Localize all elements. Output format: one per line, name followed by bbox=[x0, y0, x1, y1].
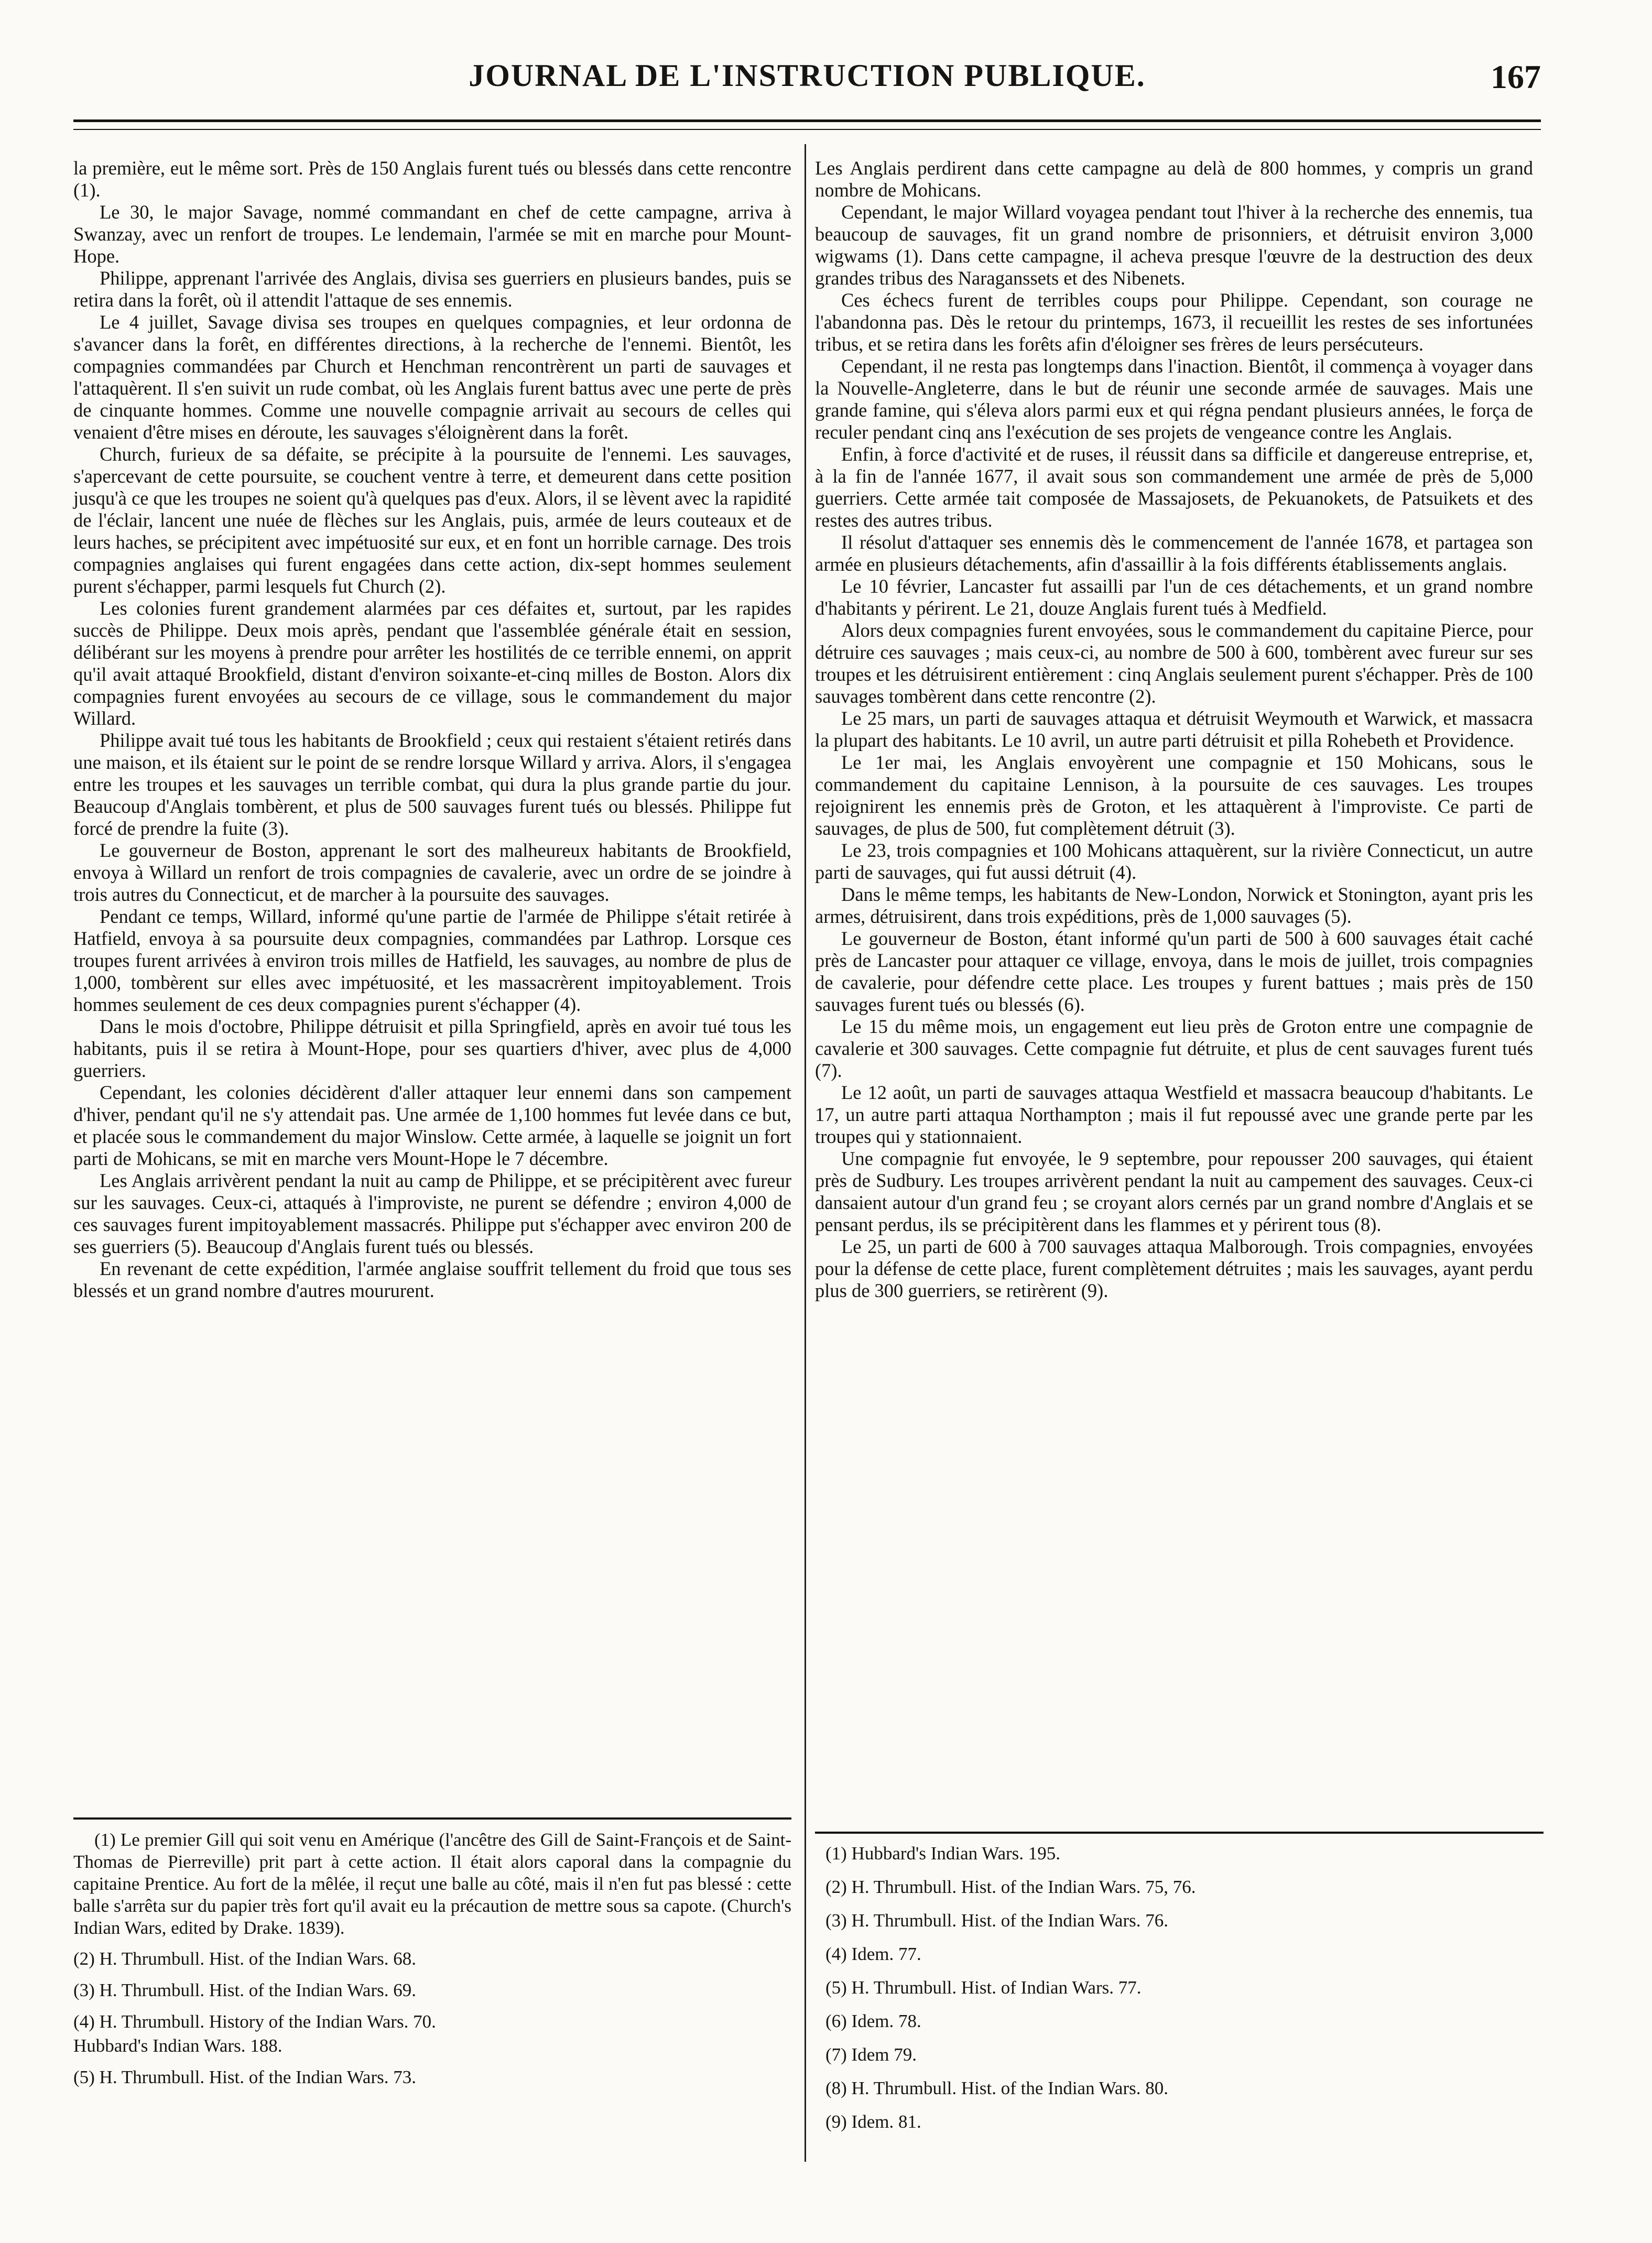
footnotes-left bbox=[73, 1829, 791, 2097]
footnote: (5) H. Thrumbull. Hist. of the Indian Wars. 73. bbox=[73, 2067, 416, 2087]
paragraph: Le gouverneur de Boston, étant informé qu'un parti de 500 à 600 sauvages était caché près de Lancaster pour attaquer ce village, envoya, dans le mois de juillet, trois compagnies de cavalerie, pour défendre cette place. Les troupes y furent battues ; mais près de 150 sauvages furent tués ou blessés (6). bbox=[815, 928, 1533, 1015]
footnote: (4) H. Thrumbull. History of the Indian Wars. 70. bbox=[73, 2011, 436, 2032]
paragraph: Le 15 du même mois, un engagement eut lieu près de Groton entre une compagnie de cavalerie et 300 sauvages. Cette compagnie fut détruite, et plus de cent sauvages furent tués (7). bbox=[815, 1016, 1533, 1081]
footnote: (3) H. Thrumbull. Hist. of the Indian Wars. 76. bbox=[825, 1910, 1168, 1931]
page-header bbox=[73, 58, 1541, 110]
footnote: (4) Idem. 77. bbox=[825, 1944, 921, 1964]
paragraph: Le 23, trois compagnies et 100 Mohicans attaquèrent, sur la rivière Connecticut, un autre parti de sauvages, qui fut aussi détruit (4). bbox=[815, 840, 1533, 883]
header-rule-thick bbox=[73, 119, 1541, 122]
paragraph: Le 25, un parti de 600 à 700 sauvages attaqua Malborough. Trois compagnies, envoyées pour la défense de cette place, furent complètement détruites ; mais les sauvages, ayant perdu plus de 300 guerriers, se retirèrent (9). bbox=[815, 1236, 1533, 1301]
footnote: (5) H. Thrumbull. Hist. of Indian Wars. 77. bbox=[825, 1977, 1142, 1998]
paragraph: Pendant ce temps, Willard, informé qu'une partie de l'armée de Philippe s'était retirée à Hatfield, envoya à sa poursuite deux compagnies, commandées par Lathrop. Lorsque ces troupes furent arrivées à environ trois milles de Hatfield, les sauvages, au nombre de plus de 1,000, tombèrent sur elles avec impétuosité, et les massacrèrent impitoyablement. Trois hommes seulement de ces deux compagnies purent s'échapper (4). bbox=[73, 906, 791, 1015]
paragraph: Le 12 août, un parti de sauvages attaqua Westfield et massacra beaucoup d'habitants. Le 17, un autre parti attaqua Northampton ; mais il fut repoussé avec une grande perte par les troupes qui y stationnaient. bbox=[815, 1082, 1533, 1147]
footnote: (1) Le premier Gill qui soit venu en Amérique (l'ancêtre des Gill de Saint-François et de Saint-Thomas de Pierreville) prit part à cette action. Il était alors caporal dans la compagnie du capitaine Prentice. Au fort de la mêlée, il reçut une balle au côté, mais il n'en fut pas blessé : cette balle s'arrêta sur du papier très fort qu'il avait eu la précaution de mettre sous sa capote. (Church's Indian Wars, edited by Drake. 1839). bbox=[73, 1830, 791, 1938]
header-rule-thin bbox=[73, 129, 1541, 130]
paragraph: Cependant, les colonies décidèrent d'aller attaquer leur ennemi dans son campement d'hiver, pendant qu'il ne s'y attendait pas. Une armée de 1,100 hommes fut levée dans ce but, et placée sous le commandement du major Winslow. Cette armée, à laquelle se joignit un fort parti de Mohicans, se mit en marche vers Mount-Hope le 7 décembre. bbox=[73, 1082, 791, 1169]
paragraph: Le 1er mai, les Anglais envoyèrent une compagnie et 150 Mohicans, sous le commandement du capitaine Lennison, à la poursuite de ces sauvages. Les troupes rejoignirent les ennemis près de Groton, et les attaquèrent à l'improviste. Ce parti de sauvages, de plus de 500, fut complètement détruit (3). bbox=[815, 752, 1533, 839]
footnote: (6) Idem. 78. bbox=[825, 2011, 921, 2031]
paragraph: Cependant, le major Willard voyagea pendant tout l'hiver à la recherche des ennemis, tua beaucoup de sauvages, fit un grand nombre de prisonniers, et détruisit environ 3,000 wigwams (1). Dans cette campagne, il acheva presque l'œuvre de la destruction des deux grandes tribus des Naraganssets et des Nibenets. bbox=[815, 201, 1533, 289]
footnote: (8) H. Thrumbull. Hist. of the Indian Wars. 80. bbox=[825, 2078, 1168, 2098]
running-title: JOURNAL DE L'INSTRUCTION PUBLIQUE. bbox=[469, 58, 1146, 93]
paragraph: Le 25 mars, un parti de sauvages attaqua et détruisit Weymouth et Warwick, et massacra la plupart des habitants. Le 10 avril, un autre parti détruisit et pilla Rohebeth et Providence. bbox=[815, 707, 1533, 751]
paragraph: Il résolut d'attaquer ses ennemis dès le commencement de l'année 1678, et partagea son armée en plusieurs détachements, afin d'assaillir à la fois différents établissements anglais. bbox=[815, 531, 1533, 575]
footnote: Hubbard's Indian Wars. 188. bbox=[73, 2035, 282, 2056]
footnote: (2) H. Thrumbull. Hist. of the Indian Wars. 68. bbox=[73, 1948, 416, 1969]
paragraph: Une compagnie fut envoyée, le 9 septembre, pour repousser 200 sauvages, qui étaient près de Sudbury. Les troupes arrivèrent pendant la nuit au campement des sauvages. Ceux-ci dansaient autour d'un grand feu ; se croyant alors cernés par un grand nombre d'Anglais et se pensant perdus, ils se précipitèrent dans les flammes et y périrent tous (8). bbox=[815, 1148, 1533, 1235]
paragraph: la première, eut le même sort. Près de 150 Anglais furent tués ou blessés dans cette rencontre (1). bbox=[73, 157, 791, 201]
footnote: (2) H. Thrumbull. Hist. of the Indian Wars. 75, 76. bbox=[825, 1877, 1196, 1897]
paragraph: Les colonies furent grandement alarmées par ces défaites et, surtout, par les rapides succès de Philippe. Deux mois après, pendant que l'assemblée générale était en session, délibérant sur les moyens à prendre pour arrêter les hostilités de ce terrible ennemi, on apprit qu'il avait attaqué Brookfield, distant d'environ soixante-et-cinq milles de Boston. Alors dix compagnies furent envoyées au secours de ce village, sous le commandement du major Willard. bbox=[73, 597, 791, 729]
paragraph: Dans le même temps, les habitants de New-London, Norwick et Stonington, ayant pris les armes, détruisirent, dans trois expéditions, près de 1,000 sauvages (5). bbox=[815, 884, 1533, 927]
paragraph: Les Anglais arrivèrent pendant la nuit au camp de Philippe, et se précipitèrent avec fureur sur les sauvages. Ceux-ci, attaqués à l'improviste, ne purent se défendre ; environ 4,000 de ces sauvages furent impitoyablement massacrés. Philippe put s'échapper avec environ 200 de ses guerriers (5). Beaucoup d'Anglais furent tués ou blessés. bbox=[73, 1170, 791, 1257]
footnote: (1) Hubbard's Indian Wars. 195. bbox=[825, 1843, 1061, 1864]
footnote-rule-right bbox=[815, 1832, 1544, 1834]
right-column bbox=[815, 157, 1533, 1302]
paragraph: Les Anglais perdirent dans cette campagne au delà de 800 hommes, y compris un grand nombre de Mohicans. bbox=[815, 157, 1533, 201]
paragraph: En revenant de cette expédition, l'armée anglaise souffrit tellement du froid que tous ses blessés et un grand nombre d'autres moururent. bbox=[73, 1258, 791, 1301]
footnotes-right bbox=[815, 1842, 1533, 2144]
footnote: (7) Idem 79. bbox=[825, 2044, 917, 2065]
footnote-rule-left bbox=[73, 1817, 791, 1820]
paragraph: Le 30, le major Savage, nommé commandant en chef de cette campagne, arriva à Swanzay, avec un renfort de troupes. Le lendemain, l'armée se mit en marche pour Mount-Hope. bbox=[73, 201, 791, 267]
page-number: 167 bbox=[1491, 58, 1541, 95]
paragraph: Church, furieux de sa défaite, se précipite à la poursuite de l'ennemi. Les sauvages, s'apercevant de cette poursuite, se couchent ventre à terre, et demeurent dans cette position jusqu'à ce que les troupes ne soient qu'à quelques pas d'eux. Alors, il se lèvent avec la rapidité de l'éclair, lancent une nuée de flèches sur les Anglais, puis, armée de leurs couteaux et de leurs haches, se précipitent avec impétuosité sur eux, et en font un horrible carnage. Des trois compagnies anglaises qui furent engagées dans cette action, dix-sept hommes seulement purent s'échapper, parmi lesquels fut Church (2). bbox=[73, 443, 791, 597]
column-divider bbox=[805, 144, 806, 2162]
paragraph: Le 10 février, Lancaster fut assailli par l'un de ces détachements, et un grand nombre d'habitants y périrent. Le 21, douze Anglais furent tués à Medfield. bbox=[815, 575, 1533, 619]
paragraph: Dans le mois d'octobre, Philippe détruisit et pilla Springfield, après en avoir tué tous les habitants, puis il se retira à Mount-Hope, pour ses quartiers d'hiver, avec plus de 4,000 guerriers. bbox=[73, 1016, 791, 1081]
footnote: (9) Idem. 81. bbox=[825, 2111, 921, 2132]
paragraph: Ces échecs furent de terribles coups pour Philippe. Cependant, son courage ne l'abandonna pas. Dès le retour du printemps, 1673, il recueillit les restes de ses infortunées tribus, et se retira dans les forêts afin d'éloigner ses frères de leurs persécuteurs. bbox=[815, 289, 1533, 355]
paragraph: Philippe, apprenant l'arrivée des Anglais, divisa ses guerriers en plusieurs bandes, puis se retira dans la forêt, où il attendit l'attaque de ses ennemis. bbox=[73, 267, 791, 311]
paragraph: Enfin, à force d'activité et de ruses, il réussit dans sa difficile et dangereuse entreprise, et, à la fin de l'année 1677, il avait sous son commandement une armée de près de 5,000 guerriers. Cette armée tait composée de Massajosets, de Pekuanokets, de Patsuikets et des restes des autres tribus. bbox=[815, 443, 1533, 531]
paragraph: Philippe avait tué tous les habitants de Brookfield ; ceux qui restaient s'étaient retirés dans une maison, et ils étaient sur le point de se rendre lorsque Willard y arriva. Alors, il s'engagea entre les troupes et les sauvages un terrible combat, qui dura la plus grande partie du jour. Beaucoup d'Anglais tombèrent, et plus de 500 sauvages furent tués ou blessés. Philippe fut forcé de prendre la fuite (3). bbox=[73, 729, 791, 839]
paragraph: Le 4 juillet, Savage divisa ses troupes en quelques compagnies, et leur ordonna de s'avancer dans la forêt, en différentes directions, à la recherche de l'ennemi. Bientôt, les compagnies commandées par Church et Henchman rencontrèrent un parti de sauvages et l'attaquèrent. Il s'en suivit un rude combat, où les Anglais furent battus avec une perte de près de cinquante hommes. Comme une nouvelle compagnie arrivait au secours de celles qui venaient d'être mises en déroute, les sauvages s'éloignèrent dans la forêt. bbox=[73, 311, 791, 443]
paragraph: Le gouverneur de Boston, apprenant le sort des malheureux habitants de Brookfield, envoya à Willard un renfort de trois compagnies de cavalerie, avec un ordre de se joindre à trois autres du Connecticut, et de marcher à la poursuite des sauvages. bbox=[73, 840, 791, 905]
paragraph: Cependant, il ne resta pas longtemps dans l'inaction. Bientôt, il commença à voyager dans la Nouvelle-Angleterre, dans le but de réunir une seconde armée de sauvages. Mais une grande famine, qui s'éleva alors parmi eux et qui régna pendant plusieurs années, le força de reculer pendant cinq ans l'exécution de ses projets de vengeance contre les Anglais. bbox=[815, 355, 1533, 443]
footnote: (3) H. Thrumbull. Hist. of the Indian Wars. 69. bbox=[73, 1980, 416, 2000]
paragraph: Alors deux compagnies furent envoyées, sous le commandement du capitaine Pierce, pour détruire ces sauvages ; mais ceux-ci, au nombre de 500 à 600, tombèrent avec fureur sur ses troupes et les détruisirent entièrement : cinq Anglais seulement purent s'échapper. Près de 100 sauvages tombèrent dans cette rencontre (2). bbox=[815, 619, 1533, 707]
left-column bbox=[73, 157, 791, 1302]
